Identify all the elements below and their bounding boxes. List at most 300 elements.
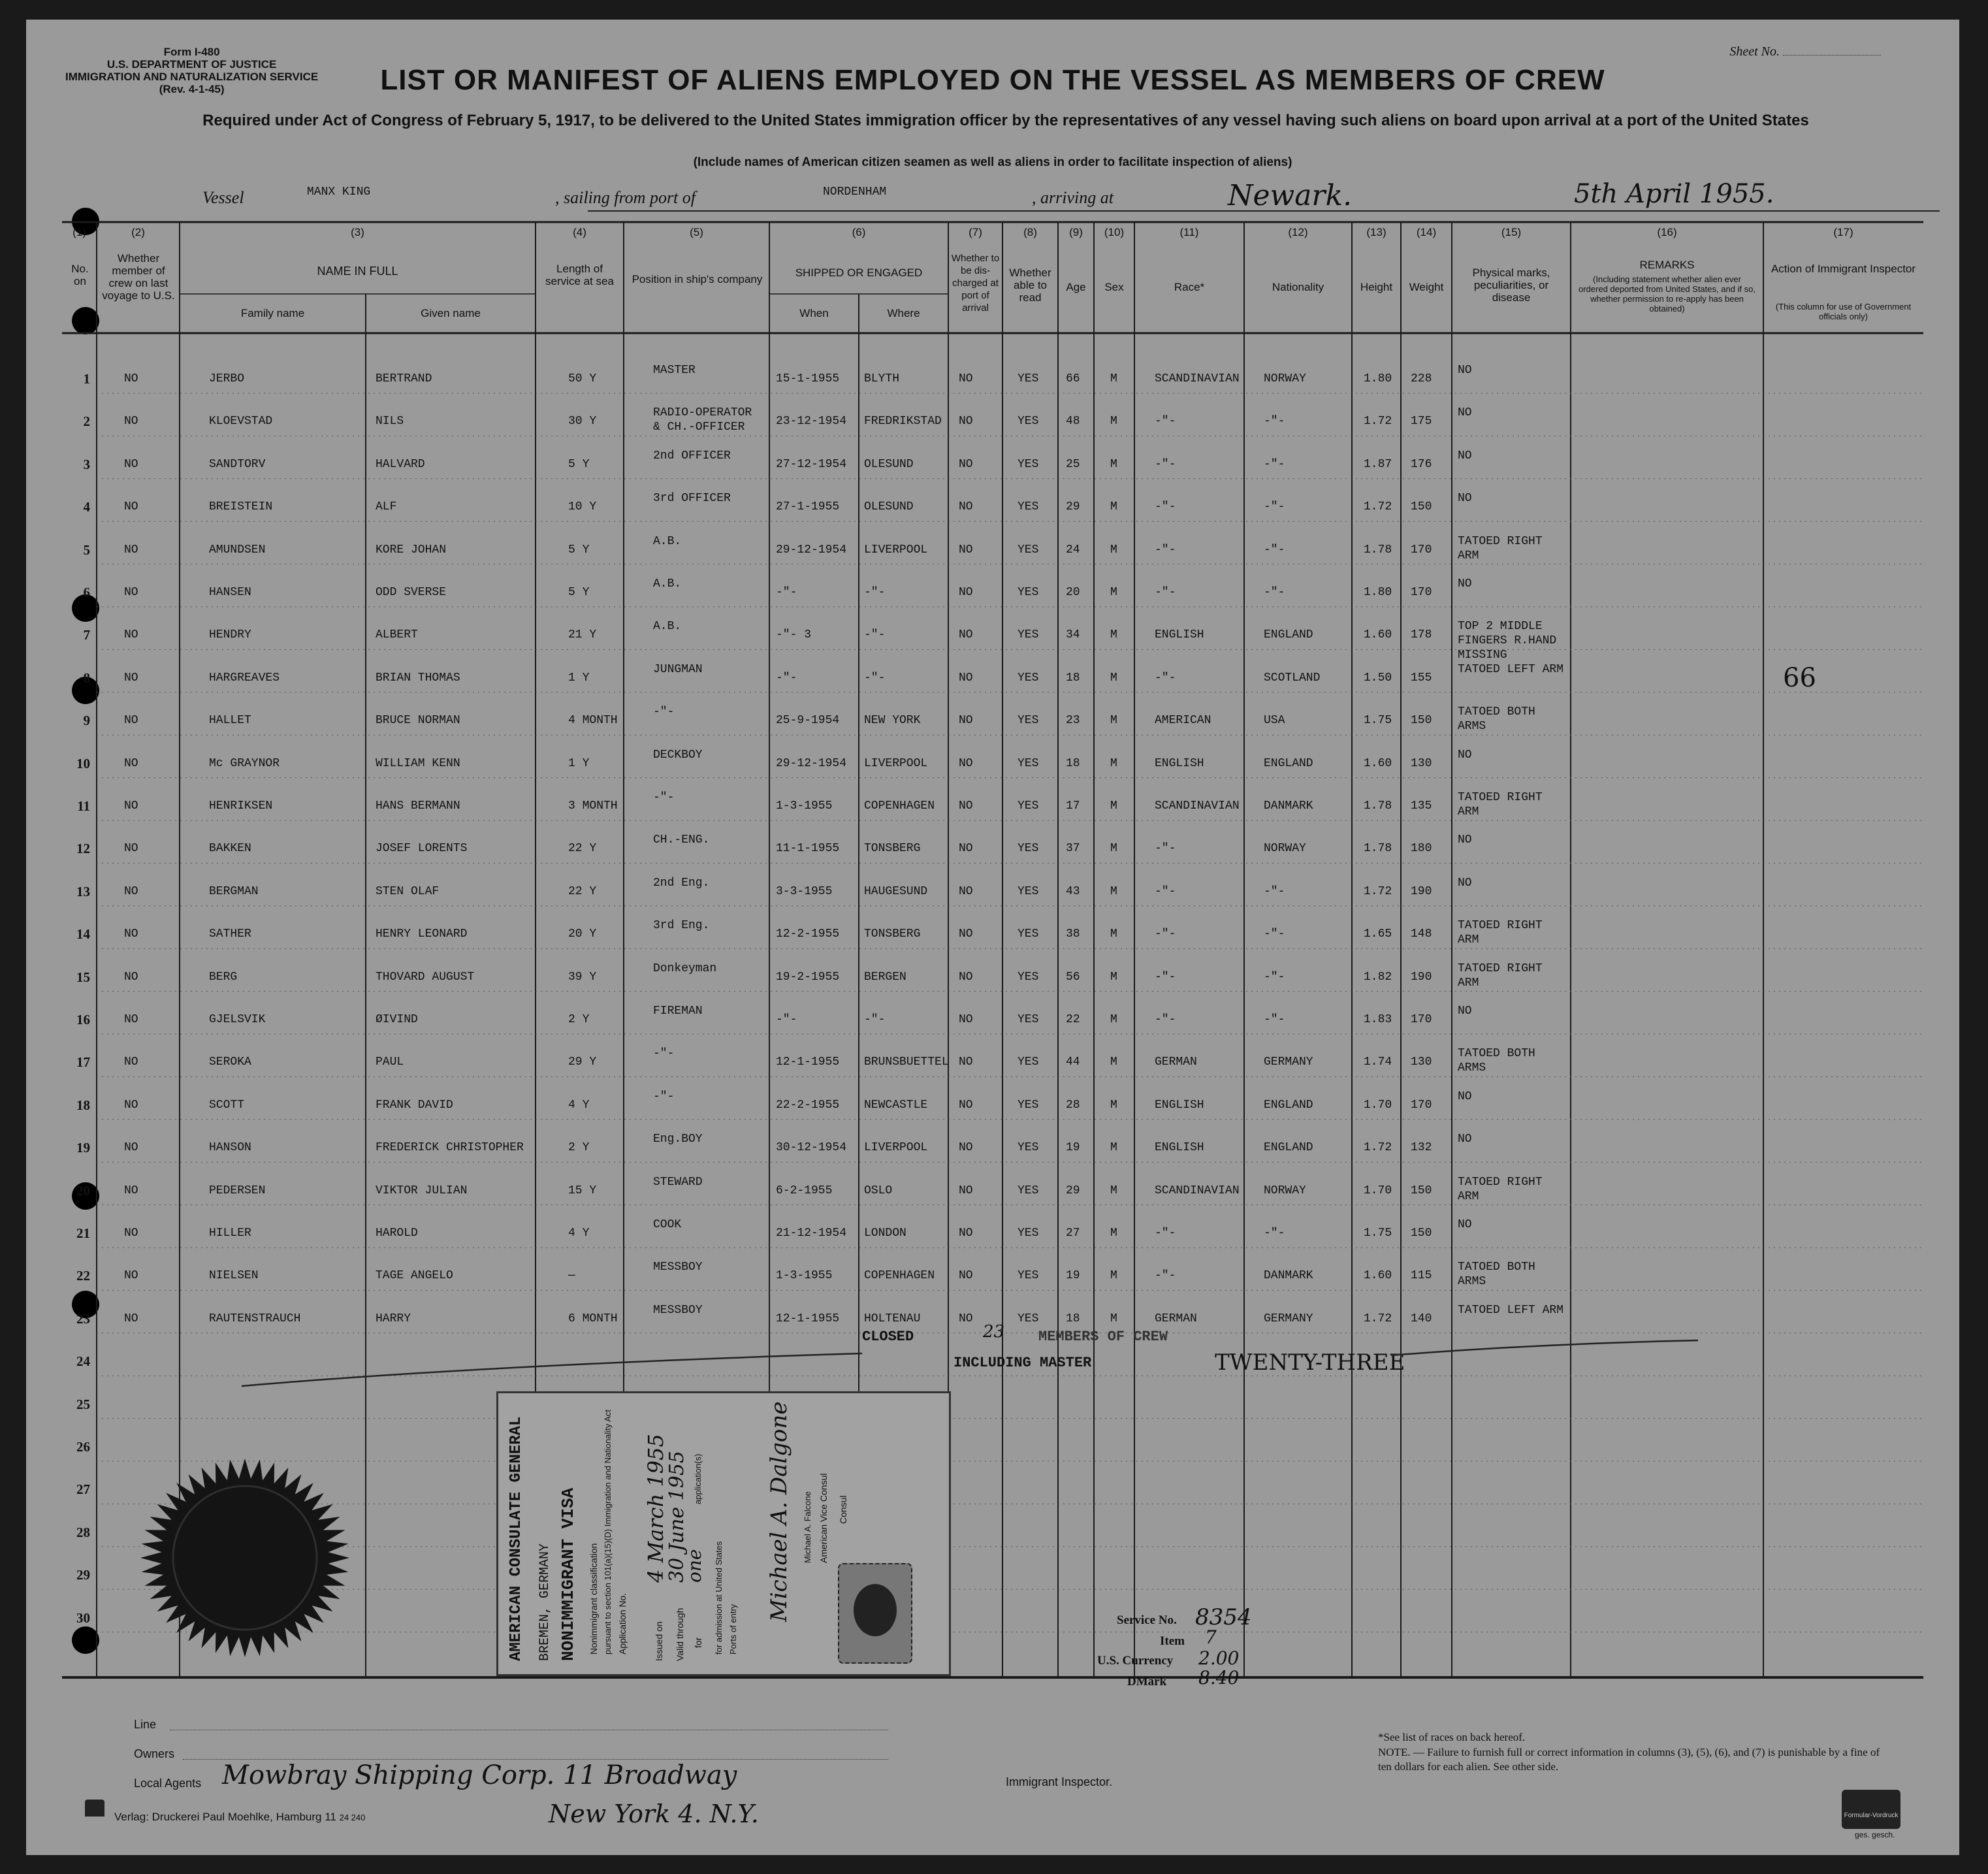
visa-for-value: one (684, 1549, 705, 1583)
cell-discharged: NO (959, 884, 973, 898)
cell-position: MESSBOY (653, 1261, 703, 1274)
row-number: 21 (76, 1225, 90, 1241)
cell-shipped-where: NEWCASTLE (864, 1098, 928, 1112)
cell-member: NO (124, 842, 138, 856)
cell-member: NO (124, 457, 138, 471)
cell-length-service: 2 Y (568, 1013, 590, 1026)
cell-physical-marks: TATOED RIGHT ARM (1458, 961, 1543, 990)
col-number: (2) (131, 226, 145, 238)
cell-nationality: NORWAY (1264, 372, 1306, 385)
visa-admission: for admission at United States (714, 1541, 724, 1655)
cell-able-read: YES (1018, 586, 1039, 599)
cell-given-name: JOSEF LORENTS (376, 842, 468, 856)
cell-age: 56 (1066, 970, 1080, 984)
cell-nationality: DANMARK (1264, 800, 1313, 813)
col-number: (9) (1069, 226, 1083, 238)
row-number: 17 (76, 1054, 90, 1071)
visa-title: NONIMMIGRANT VISA (558, 1487, 578, 1661)
cell-given-name: BRUCE NORMAN (376, 714, 460, 728)
cell-shipped-when: -"- 3 (776, 628, 812, 642)
row-number: 29 (76, 1567, 90, 1583)
cell-able-read: YES (1018, 1013, 1039, 1026)
cell-able-read: YES (1018, 928, 1039, 941)
cell-height: 1.72 (1364, 500, 1392, 514)
cell-sex: M (1110, 1184, 1117, 1197)
currency-value: 2.00 (1198, 1647, 1240, 1669)
cell-given-name: KORE JOHAN (376, 543, 447, 557)
cell-sex: M (1110, 842, 1117, 856)
cell-race: -"- (1155, 671, 1176, 685)
cell-shipped-where: -"- (864, 1013, 886, 1026)
revision: (Rev. 4-1-45) (159, 83, 225, 95)
cell-sex: M (1110, 671, 1117, 685)
cell-member: NO (124, 628, 138, 642)
cell-discharged: NO (959, 1098, 973, 1112)
cell-age: 43 (1066, 884, 1080, 898)
cell-given-name: ODD SVERSE (376, 586, 447, 599)
cell-member: NO (124, 586, 138, 599)
cell-sex: M (1110, 1141, 1117, 1155)
header-physical: Physical marks, peculiarities, or disease (1472, 267, 1550, 304)
cell-physical-marks: NO (1458, 406, 1472, 420)
cell-discharged: NO (959, 970, 973, 984)
header-action-note: (This column for use of Government officials only) (1775, 302, 1912, 321)
cell-race: -"- (1155, 1227, 1176, 1240)
form-number: Form I-480 (163, 46, 220, 58)
cell-position: FIREMAN (653, 1005, 703, 1018)
cell-given-name: STEN OLAF (376, 884, 440, 898)
cell-shipped-when: 12-2-1955 (776, 928, 840, 941)
cell-position: A.B. (653, 620, 682, 634)
fine-note (1378, 1745, 1887, 1774)
cell-height: 1.80 (1364, 586, 1392, 599)
cell-able-read: YES (1018, 884, 1039, 898)
cell-age: 20 (1066, 586, 1080, 599)
vessel-name: MANX KING (307, 186, 371, 199)
row-number: 13 (76, 883, 90, 899)
cell-height: 1.82 (1364, 970, 1392, 984)
visa-city: BREMEN, GERMANY (537, 1543, 553, 1661)
cell-height: 1.78 (1364, 800, 1392, 813)
owners-label: Owners (134, 1747, 175, 1760)
cell-age: 22 (1066, 1013, 1080, 1026)
visa-issued: 4 March 1955 (643, 1434, 668, 1583)
cell-age: 19 (1066, 1141, 1080, 1155)
cell-weight: 228 (1411, 372, 1432, 385)
cell-able-read: YES (1018, 970, 1039, 984)
agents-handwriting: Mowbray Shipping Corp. 11 Broadway (222, 1760, 737, 1790)
cell-sex: M (1110, 457, 1117, 471)
cell-age: 28 (1066, 1098, 1080, 1112)
cell-height: 1.78 (1364, 543, 1392, 557)
cell-physical-marks: TOP 2 MIDDLE FINGERS R.HAND MISSING (1458, 620, 1557, 662)
cell-shipped-when: 6-2-1955 (776, 1184, 833, 1197)
cell-shipped-where: COPENHAGEN (864, 800, 935, 813)
cell-discharged: NO (959, 372, 973, 385)
row-number: 19 (76, 1140, 90, 1156)
header-when: When (799, 307, 829, 319)
cell-nationality: -"- (1264, 543, 1285, 557)
cell-height: 1.75 (1364, 714, 1392, 728)
cell-position: RADIO-OPERATOR & CH.-OFFICER (653, 406, 752, 434)
cell-weight: 170 (1411, 543, 1432, 557)
cell-weight: 175 (1411, 415, 1432, 428)
cell-given-name: NILS (376, 415, 404, 428)
header-nationality: Nationality (1272, 281, 1324, 293)
row-number: 14 (76, 926, 90, 943)
manifest-sheet (26, 20, 1959, 1855)
cell-length-service: 10 Y (568, 500, 597, 514)
vessel-label: Vessel (202, 188, 244, 207)
cell-position: 2nd Eng. (653, 876, 710, 890)
page-title: LIST OR MANIFEST OF ALIENS EMPLOYED ON THE VESSEL AS MEMBERS OF CREW (380, 64, 1605, 96)
cell-shipped-when: -"- (776, 1013, 797, 1026)
row-number: 27 (76, 1481, 90, 1498)
cell-physical-marks: TATOED BOTH ARMS (1458, 1047, 1535, 1075)
cell-shipped-where: TONSBERG (864, 928, 921, 941)
cell-nationality: GERMANY (1264, 1056, 1313, 1069)
col-number: (17) (1833, 226, 1853, 238)
cell-given-name: VIKTOR JULIAN (376, 1184, 468, 1197)
cell-length-service: 1 Y (568, 671, 590, 685)
row-number: 23 (76, 1310, 90, 1327)
cell-sex: M (1110, 1269, 1117, 1283)
cell-age: 18 (1066, 756, 1080, 770)
cell-length-service: 39 Y (568, 970, 597, 984)
cell-length-service: 1 Y (568, 756, 590, 770)
cell-discharged: NO (959, 756, 973, 770)
cell-height: 1.50 (1364, 671, 1392, 685)
line-label: Line (134, 1718, 157, 1731)
cell-age: 44 (1066, 1056, 1080, 1069)
cell-height: 1.75 (1364, 1227, 1392, 1240)
cell-family-name: BERGMAN (209, 884, 259, 898)
dmark-label: DMark (1127, 1675, 1167, 1688)
cell-physical-marks: TATOED RIGHT ARM (1458, 919, 1543, 947)
service-block (1084, 1604, 1280, 1698)
cell-height: 1.70 (1364, 1184, 1392, 1197)
cell-height: 1.60 (1364, 1269, 1392, 1283)
cell-family-name: BAKKEN (209, 842, 251, 856)
cell-position: STEWARD (653, 1175, 703, 1189)
visa-valid: 30 June 1955 (665, 1450, 688, 1583)
cell-age: 37 (1066, 842, 1080, 856)
cell-given-name: HENRY LEONARD (376, 928, 468, 941)
inspector-label: Immigrant Inspector. (1006, 1775, 1113, 1788)
cell-family-name: BREISTEIN (209, 500, 273, 514)
cell-shipped-when: 30-12-1954 (776, 1141, 847, 1155)
cell-able-read: YES (1018, 800, 1039, 813)
cell-weight: 190 (1411, 970, 1432, 984)
visa-line: Application No. (617, 1592, 628, 1655)
cell-family-name: SANDTORV (209, 457, 266, 471)
cell-shipped-where: -"- (864, 628, 886, 642)
cell-length-service: 20 Y (568, 928, 597, 941)
cell-given-name: HALVARD (376, 457, 425, 471)
cell-sex: M (1110, 415, 1117, 428)
cell-discharged: NO (959, 800, 973, 813)
cell-nationality: -"- (1264, 586, 1285, 599)
cell-member: NO (124, 756, 138, 770)
cell-physical-marks: NO (1458, 492, 1472, 506)
cell-family-name: HANSEN (209, 586, 251, 599)
cell-weight: 150 (1411, 714, 1432, 728)
col-number: (15) (1501, 226, 1522, 238)
cell-able-read: YES (1018, 756, 1039, 770)
cell-shipped-where: HOLTENAU (864, 1312, 921, 1325)
cell-nationality: -"- (1264, 457, 1285, 471)
cell-able-read: YES (1018, 415, 1039, 428)
cell-age: 17 (1066, 800, 1080, 813)
cell-discharged: NO (959, 586, 973, 599)
publisher-code: 24 240 (339, 1813, 366, 1822)
header-shipped: SHIPPED OR ENGAGED (795, 267, 923, 279)
cell-member: NO (124, 372, 138, 385)
cell-race: AMERICAN (1155, 714, 1211, 728)
cell-age: 27 (1066, 1227, 1080, 1240)
cell-height: 1.74 (1364, 1056, 1392, 1069)
visa-stamp (496, 1391, 951, 1676)
cell-position: -"- (653, 791, 675, 804)
sailing-port: NORDENHAM (823, 186, 887, 199)
cell-nationality: -"- (1264, 928, 1285, 941)
col-number: (5) (690, 226, 703, 238)
cell-able-read: YES (1018, 1141, 1039, 1155)
cell-family-name: PEDERSEN (209, 1184, 266, 1197)
cell-discharged: NO (959, 1056, 973, 1069)
cell-sex: M (1110, 756, 1117, 770)
cell-family-name: HENRIKSEN (209, 800, 273, 813)
cell-length-service: 21 Y (568, 628, 597, 642)
cell-shipped-when: 1-3-1955 (776, 800, 833, 813)
cell-nationality: GERMANY (1264, 1312, 1313, 1325)
col-number: (12) (1288, 226, 1308, 238)
cell-race: -"- (1155, 1269, 1176, 1283)
cell-position: DECKBOY (653, 748, 703, 762)
cell-family-name: HANSON (209, 1141, 251, 1155)
col-number: (6) (852, 226, 866, 238)
cell-nationality: NORWAY (1264, 842, 1306, 856)
cell-age: 29 (1066, 1184, 1080, 1197)
cell-weight: 135 (1411, 800, 1432, 813)
cell-able-read: YES (1018, 1056, 1039, 1069)
cell-age: 23 (1066, 714, 1080, 728)
cell-position: JUNGMAN (653, 662, 703, 676)
header-remarks: REMARKS (1639, 259, 1695, 271)
cell-length-service: 4 MONTH (568, 714, 618, 728)
cell-shipped-when: 27-1-1955 (776, 500, 840, 514)
cell-weight: 130 (1411, 1056, 1432, 1069)
cell-discharged: NO (959, 1013, 973, 1026)
cell-able-read: YES (1018, 1227, 1039, 1240)
notary-seal-icon (124, 1447, 366, 1669)
printer-logo-icon (85, 1800, 104, 1817)
cell-physical-marks: NO (1458, 449, 1472, 462)
cell-sex: M (1110, 500, 1117, 514)
cell-given-name: ALBERT (376, 628, 418, 642)
cell-member: NO (124, 1013, 138, 1026)
header-position: Position in ship's company (632, 273, 763, 285)
cell-sex: M (1110, 1312, 1117, 1325)
row-number: 20 (76, 1182, 90, 1199)
cell-family-name: HILLER (209, 1227, 251, 1240)
cell-weight: 130 (1411, 756, 1432, 770)
visa-signer-title: American Vice Consul (818, 1473, 829, 1563)
cell-shipped-where: NEW YORK (864, 714, 921, 728)
col-number: (14) (1416, 226, 1437, 238)
cell-age: 25 (1066, 457, 1080, 471)
header-remarks-note: (Including statement whether alien ever ordered deported from United States, and if so, whether permission to re-apply has been obtained) (1579, 274, 1756, 314)
cell-shipped-when: 15-1-1955 (776, 372, 840, 385)
cell-position: MASTER (653, 364, 696, 377)
note-label: NOTE. (1378, 1746, 1411, 1758)
cell-given-name: BERTRAND (376, 372, 432, 385)
cell-weight: 178 (1411, 628, 1432, 642)
cell-family-name: KLOEVSTAD (209, 415, 273, 428)
visa-for-label: for (693, 1637, 703, 1648)
cell-race: SCANDINAVIAN (1155, 800, 1240, 813)
cell-able-read: YES (1018, 671, 1039, 685)
cell-physical-marks: TATOED BOTH ARMS (1458, 705, 1535, 734)
cell-age: 18 (1066, 671, 1080, 685)
publisher-name: Verlag: Druckerei Paul Moehlke, Hamburg 11 (114, 1811, 336, 1823)
cell-discharged: NO (959, 671, 973, 685)
cell-position: -"- (653, 705, 675, 719)
cell-shipped-when: 12-1-1955 (776, 1056, 840, 1069)
header-race: Race* (1174, 281, 1205, 293)
cell-length-service: 15 Y (568, 1184, 597, 1197)
note-text: — Failure to furnish full or correct information in columns (3), (5), (6), and (7) is punishable by a fine of ten dollars for each alien. See other side. (1378, 1746, 1880, 1773)
cell-given-name: ALF (376, 500, 397, 514)
cell-family-name: HENDRY (209, 628, 251, 642)
margin-note: 66 (1783, 663, 1816, 693)
cell-physical-marks: NO (1458, 1218, 1472, 1231)
cell-member: NO (124, 1312, 138, 1325)
cell-member: NO (124, 1227, 138, 1240)
cell-length-service: 22 Y (568, 842, 597, 856)
row-number: 22 (76, 1268, 90, 1284)
cell-race: -"- (1155, 500, 1176, 514)
visa-signature: Michael A. Dalgone (766, 1401, 792, 1622)
cell-able-read: YES (1018, 1269, 1039, 1283)
header-discharged: Whether to be dis-charged at port of arrival (951, 253, 1000, 314)
cell-given-name: BRIAN THOMAS (376, 671, 460, 685)
cell-discharged: NO (959, 1227, 973, 1240)
cell-sex: M (1110, 628, 1117, 642)
cell-member: NO (124, 671, 138, 685)
cell-family-name: NIELSEN (209, 1269, 259, 1283)
service-label: Service No. (1117, 1613, 1177, 1627)
cell-given-name: FRANK DAVID (376, 1098, 453, 1112)
header-family-name: Family name (240, 307, 305, 319)
cell-height: 1.70 (1364, 1098, 1392, 1112)
currency-label: U.S. Currency (1097, 1654, 1174, 1668)
cell-weight: 148 (1411, 928, 1432, 941)
cell-length-service: 30 Y (568, 415, 597, 428)
cell-length-service: 5 Y (568, 586, 590, 599)
cell-physical-marks: NO (1458, 577, 1472, 590)
visa-consulate: AMERICAN CONSULATE GENERAL (507, 1416, 525, 1661)
cell-family-name: SCOTT (209, 1098, 245, 1112)
cell-shipped-where: LIVERPOOL (864, 543, 928, 557)
cell-weight: 150 (1411, 1184, 1432, 1197)
cell-length-service: 2 Y (568, 1141, 590, 1155)
cell-race: ENGLISH (1155, 756, 1204, 770)
cell-shipped-when: 25-9-1954 (776, 714, 840, 728)
cell-position: COOK (653, 1218, 682, 1231)
cell-position: Eng.BOY (653, 1133, 703, 1146)
cell-height: 1.60 (1364, 628, 1392, 642)
header-height: Height (1360, 281, 1393, 293)
cell-race: -"- (1155, 457, 1176, 471)
cell-nationality: ENGLAND (1264, 756, 1313, 770)
closing-words: TWENTY-THREE (1215, 1349, 1405, 1376)
header-read: Whether able to read (1009, 267, 1051, 304)
visa-line: pursuant to section 101(a)(15)(D) Immigration and Nationality Act (603, 1409, 613, 1655)
logo-sub: ges. gesch. (1855, 1830, 1895, 1839)
cell-height: 1.78 (1364, 842, 1392, 856)
cell-family-name: AMUNDSEN (209, 543, 266, 557)
cell-length-service: 3 MONTH (568, 800, 618, 813)
cell-given-name: TAGE ANGELO (376, 1269, 453, 1283)
cell-shipped-where: HAUGESUND (864, 884, 928, 898)
row-number: 12 (76, 841, 90, 857)
cell-age: 29 (1066, 500, 1080, 514)
service-value: 8354 (1195, 1604, 1252, 1630)
row-number: 24 (76, 1353, 90, 1370)
cell-able-read: YES (1018, 1184, 1039, 1197)
cell-position: 3rd Eng. (653, 919, 710, 933)
cell-weight: 132 (1411, 1141, 1432, 1155)
cell-sex: M (1110, 1227, 1117, 1240)
cell-family-name: SEROKA (209, 1056, 251, 1069)
cell-race: -"- (1155, 928, 1176, 941)
cell-physical-marks: TATOED RIGHT ARM (1458, 534, 1543, 562)
cell-shipped-when: 29-12-1954 (776, 543, 847, 557)
cell-family-name: BERG (209, 970, 238, 984)
cell-position: CH.-ENG. (653, 833, 710, 847)
footer-owners (134, 1747, 174, 1761)
cell-height: 1.87 (1364, 457, 1392, 471)
cell-sex: M (1110, 543, 1117, 557)
cell-shipped-when: 27-12-1954 (776, 457, 847, 471)
col-number: (7) (969, 226, 982, 238)
cell-position: A.B. (653, 534, 682, 548)
cell-shipped-when: 21-12-1954 (776, 1227, 847, 1240)
cell-race: ENGLISH (1155, 1141, 1204, 1155)
cell-race: -"- (1155, 884, 1176, 898)
cell-shipped-where: OLESUND (864, 457, 914, 471)
cell-able-read: YES (1018, 457, 1039, 471)
cell-race: -"- (1155, 970, 1176, 984)
cell-shipped-when: -"- (776, 671, 797, 685)
cell-shipped-when: 22-2-1955 (776, 1098, 840, 1112)
cell-family-name: JERBO (209, 372, 245, 385)
visa-issued-label: Issued on (654, 1621, 664, 1661)
cell-position: -"- (653, 1090, 675, 1103)
cell-sex: M (1110, 970, 1117, 984)
cell-member: NO (124, 543, 138, 557)
item-value: 7 (1205, 1626, 1217, 1648)
dmark-value: 8.40 (1198, 1667, 1240, 1688)
visa-signer-name: Michael A. Falcone (803, 1491, 812, 1563)
visa-valid-label: Valid through (675, 1607, 685, 1661)
row-number: 11 (77, 798, 90, 814)
row-number: 8 (83, 670, 90, 686)
cell-height: 1.83 (1364, 1013, 1392, 1026)
cell-member: NO (124, 500, 138, 514)
row-number: 18 (76, 1097, 90, 1113)
